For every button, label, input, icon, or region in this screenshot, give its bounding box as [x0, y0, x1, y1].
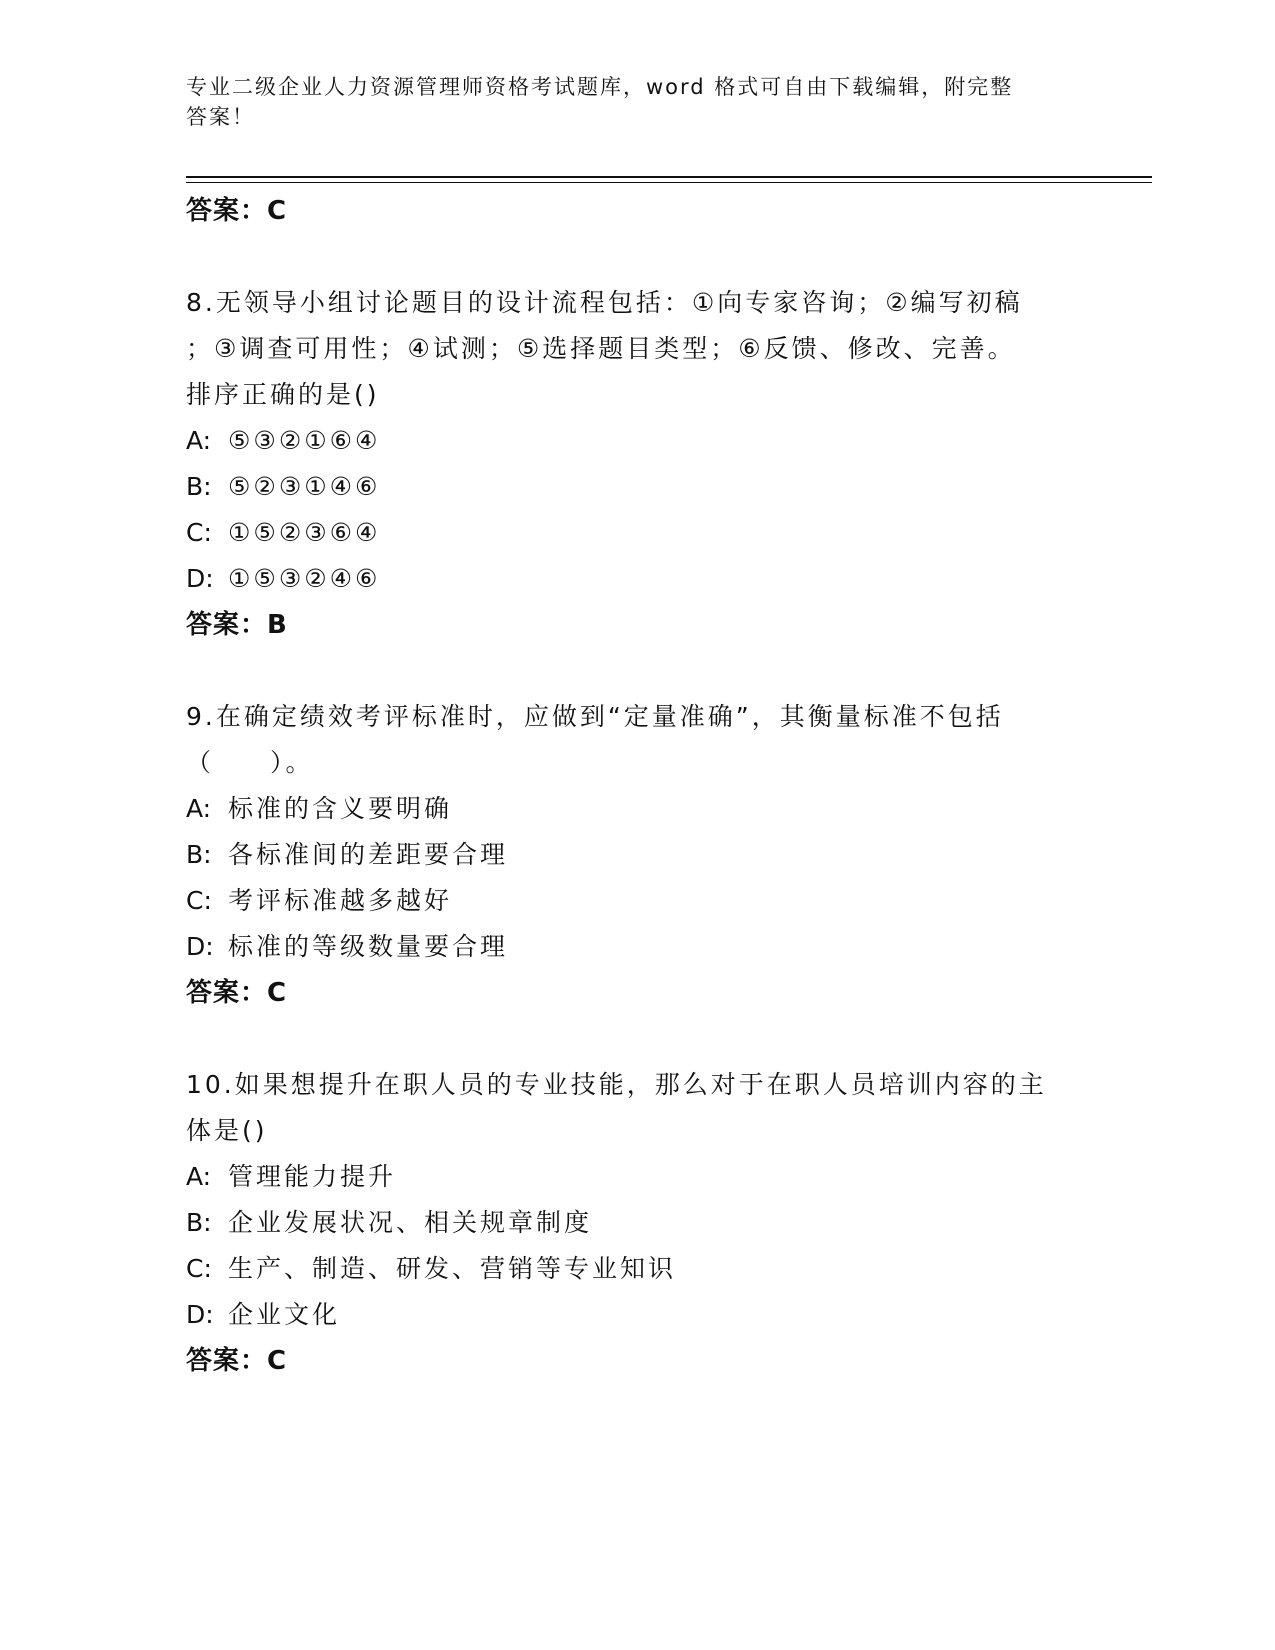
option-label: C: — [186, 1254, 212, 1283]
question-text: （ ）。 — [186, 748, 314, 777]
question-10 — [186, 1062, 1086, 1384]
question-text: 8.无领导小组讨论题目的设计流程包括：①向专家咨询；②编写初稿 — [186, 288, 1023, 317]
question-text: 10.如果想提升在职人员的专业技能，那么对于在职人员培训内容的主 — [186, 1070, 1047, 1099]
answer: 答案：C — [186, 978, 288, 1008]
option-text: ⑤③②①⑥④ — [228, 426, 381, 455]
header-line-1: 专业二级企业人力资源管理师资格考试题库，word 格式可自由下载编辑，附完整 — [186, 75, 1014, 99]
option-text: 生产、制造、研发、营销等专业知识 — [228, 1254, 677, 1283]
option-label: B: — [186, 1208, 212, 1237]
spacer — [186, 1016, 1086, 1062]
question-text: 排序正确的是() — [186, 380, 380, 409]
answer: 答案：C — [186, 1346, 288, 1376]
question-text: 9.在确定绩效考评标准时，应做到“定量准确”，其衡量标准不包括 — [186, 702, 1004, 731]
question-9 — [186, 694, 1086, 1016]
header-line-2: 答案！ — [186, 105, 255, 129]
question-8 — [186, 280, 1086, 648]
option-label: D: — [186, 932, 214, 961]
option-label: B: — [186, 840, 212, 869]
option-text: 标准的等级数量要合理 — [228, 932, 509, 961]
question-text: ；③调查可用性；④试测；⑤选择题目类型；⑥反馈、修改、完善。 — [186, 334, 1016, 363]
option-d — [186, 924, 1086, 970]
option-text: 管理能力提升 — [228, 1162, 397, 1191]
option-label: A: — [186, 1162, 212, 1191]
option-label: D: — [186, 564, 214, 593]
option-d — [186, 1292, 1086, 1338]
header-divider-thin — [186, 182, 1152, 183]
option-text: 企业文化 — [228, 1300, 341, 1329]
option-text: 企业发展状况、相关规章制度 — [228, 1208, 593, 1237]
option-text: ⑤②③①④⑥ — [228, 472, 381, 501]
option-a — [186, 418, 1086, 464]
spacer — [186, 234, 1086, 280]
spacer — [186, 648, 1086, 694]
option-d — [186, 556, 1086, 602]
option-text: 各标准间的差距要合理 — [228, 840, 509, 869]
option-b — [186, 1200, 1086, 1246]
question-text: 体是() — [186, 1116, 268, 1145]
option-c — [186, 510, 1086, 556]
option-b — [186, 832, 1086, 878]
option-label: A: — [186, 794, 212, 823]
option-c — [186, 878, 1086, 924]
option-text: ①⑤③②④⑥ — [228, 564, 381, 593]
option-a — [186, 1154, 1086, 1200]
option-label: B: — [186, 472, 212, 501]
option-label: C: — [186, 886, 212, 915]
page-header — [186, 72, 1066, 132]
header-divider-thick — [186, 176, 1152, 178]
option-a — [186, 786, 1086, 832]
answer: 答案：B — [186, 610, 288, 640]
option-text: 标准的含义要明确 — [228, 794, 453, 823]
previous-answer: 答案：C — [186, 196, 288, 226]
question-list — [186, 188, 1086, 1384]
option-text: ①⑤②③⑥④ — [228, 518, 381, 547]
option-text: 考评标准越多越好 — [228, 886, 453, 915]
option-label: D: — [186, 1300, 214, 1329]
option-label: C: — [186, 518, 212, 547]
option-c — [186, 1246, 1086, 1292]
option-b — [186, 464, 1086, 510]
option-label: A: — [186, 426, 212, 455]
